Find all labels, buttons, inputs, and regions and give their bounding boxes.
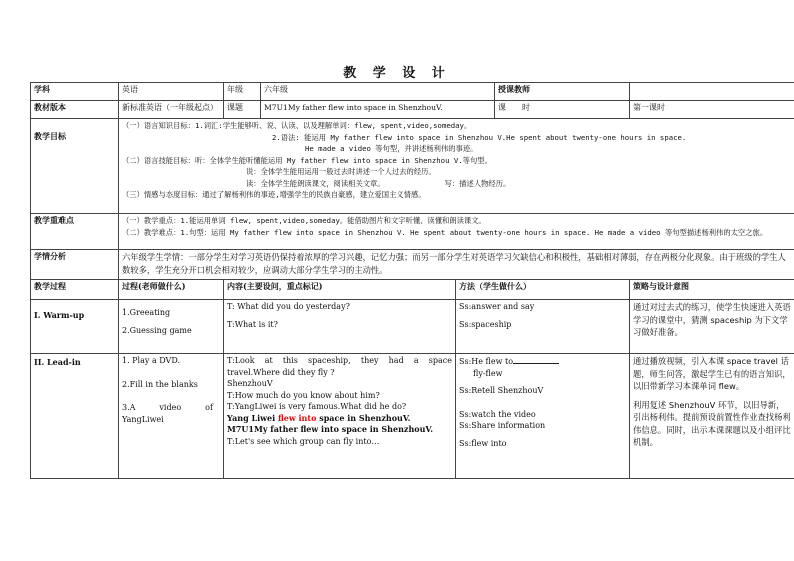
goal-knowledge-grammar: 2.语法: 能运用 My father flew into space in Shenzhou V.He spent about twenty-one hours in space. [272,132,687,142]
lesson-label: 课题 [224,101,261,119]
grade-value: 六年级 [261,83,495,101]
warmup-content [224,300,456,354]
warmup-method [456,300,630,354]
stage-warmup: I. Warm-up [31,300,119,354]
leadin-method-5: Ss:Share information [459,421,546,430]
goal-attitude: （三）情感与态度目标：通过了解杨利伟的事迹,增强学生的民族自豪感，建立爱国主义情感。 [122,190,426,199]
leadin-method [456,354,630,479]
leadin-content-5c: space in ShenzhouV. [316,412,411,423]
edition-value: 新标准英语（一年级起点） [119,101,224,119]
keypoints-label: 教学重难点 [31,214,119,250]
goal-reading-text: 读：全体学生能朗读课文，阅读相关文章。 [246,178,385,188]
leadin-content-1: T:Look at this spaceship, they had a space travel.Where did they fly ? [227,356,452,377]
warmup-teacher-1: 1.Greeating [122,308,171,317]
leadin-content-5a: Yang Liwei [227,412,278,423]
lesson-plan-table [30,82,794,479]
leadin-method-2: fly-flew [473,368,503,378]
leadin-content-6: M7U1My father flew into space in ShenzhouV. [227,424,434,434]
teacher-value [630,83,794,101]
header-process: 教学过程 [31,280,119,300]
analysis-label: 学情分析 [31,250,119,280]
grade-label: 年级 [224,83,261,101]
warmup-teacher-2: 2.Guessing game [122,325,192,335]
lesson-title: M7U1My father flew into space in ShenzhouV. [261,101,495,119]
page-title: 教 学 设 计 [343,66,451,81]
warmup-method-2: Ss:spaceship [459,319,512,329]
warmup-content-1: T: What did you do yesterday? [227,302,350,311]
leadin-teacher-2: 2.Fill in the blanks [122,379,198,389]
keypoint-difficulty: （二）教学难点：1.句型：运用 My father flew into space in Shenzhou V. He spent about twenty-one hours in space. He made a video 等句型描述杨利伟的太空之旅。 [122,227,768,237]
goals-label: 教学目标 [31,119,119,214]
leadin-method-4: Ss:watch the video [459,409,536,419]
warmup-content-2: T:What is it? [227,319,278,329]
keypoints-content [119,214,794,250]
goal-writing-text: 写：描述人物经历。 [444,178,511,188]
leadin-content-2: ShenzhouV [227,379,273,388]
leadin-method-1-text: Ss:He flew to [459,357,514,366]
leadin-method-6: Ss:flew into [459,438,507,448]
leadin-teacher-3b: YangLiwei [122,414,164,424]
warmup-strategy: 通过对过去式的练习，使学生快速进入英语学习的课堂中，猜测 spaceship 为下文学习做好准备。 [630,300,794,354]
leadin-strategy-2: 利用复述 ShenzhouV 环节，以旧导新，引出杨利伟。提前预设前置性作业查找杨利伟信息。同时，出示本课课题以及小组评比机制。 [633,399,791,447]
leadin-content-4: T:YangLiwei is very famous.What did he do? [227,402,407,411]
leadin-teacher [119,354,224,479]
header-method: 方法（学生做什么） [456,280,630,300]
period-value: 第一课时 [630,101,794,119]
leadin-content-5 [227,413,452,425]
goals-content [119,119,794,214]
leadin-method-3: Ss:Retell ShenzhouV [459,386,544,395]
goal-knowledge-vocab: （一）语言知识目标：1.词汇:学生能够听、说、认读、以及理解单词：flew, spent,video,someday。 [122,121,472,130]
header-teacher: 过程(老师做什么) [119,280,224,300]
leadin-content [224,354,456,479]
edition-label: 教材版本 [31,101,119,119]
goal-skill-listening: （二）语言技能目标：听：全体学生能听懂能运用 My father flew into space in Shenzhou V.等句型。 [122,155,492,165]
leadin-content-5-highlight: flew into [277,412,317,423]
fill-blank-line [513,355,559,364]
subject-label: 学科 [31,83,119,101]
warmup-teacher [119,300,224,354]
leadin-content-3: T:How much do you know about him? [227,390,380,400]
period-label: 课 时 [495,101,630,119]
header-content: 内容(主要设问，重点标记) [224,280,456,300]
goal-skill-speaking: 说：全体学生能用运用一般过去时讲述一个人过去的经历。 [246,167,436,176]
goal-skill-reading [122,178,791,190]
teacher-label: 授课教师 [495,83,630,101]
stage-leadin: II. Lead-in [31,354,119,479]
leadin-content-7: T:Let's see which group can fly into… [227,436,380,446]
subject-value: 英语 [119,83,224,101]
keypoint-focus: （一）教学重点：1.能运用单词 flew, spent,video,someday。能借助图片和文字听懂、读懂和朗读课文。 [122,216,486,225]
leadin-strategy [630,354,794,479]
leadin-teacher-3: 3.A video of [122,403,213,412]
leadin-method-1 [459,355,626,368]
goal-knowledge-grammar-2: He made a video 等句型，并讲述杨利伟的事迹。 [305,144,478,153]
header-strategy: 策略与设计意图 [630,280,794,300]
leadin-teacher-1: 1. Play a DVD. [122,356,180,365]
warmup-method-1: Ss:answer and say [459,302,535,311]
leadin-strategy-1: 通过播放视频，引入本课 space travel 话题，师生问答，激起学生已有的语言知识，以旧带新学习本课单词 flew。 [633,356,791,391]
analysis-text: 六年级学生学情：一部分学生对学习英语仍保持着浓厚的学习兴趣，记忆力强；而另一部分学生对英语学习欠缺信心和积极性，基础相对薄弱，存在两极分化现象。由于班级的学生人数较多，学生充分开口机会相对较少，应调动大部分学生学习的主动性。 [119,250,794,280]
